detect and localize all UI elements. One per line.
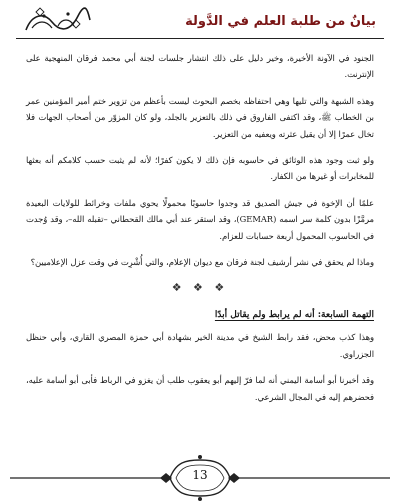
page-header <box>16 6 384 36</box>
paragraph: وهذه الشبهة والتي تليها وهي احتفاظه بخصم البحوث ليست بأعظم من تزوير ختم أمير المؤمنين عمر بن الخطاب ﷺ، وقد اكتفى الفاروق في ذلك بالتعزير بالجلد، ولو كان المزوّر من أصحاب الجهات فلا تخال عمرًا إلا أن يقيل عثرته ويعفيه من التعزير. <box>26 95 374 139</box>
header-title: بيانٌ من طلبة العلم في الدَّولة <box>185 14 376 29</box>
paragraph: ولو ثبت وجود هذه الوثائق في حاسوبه فإن ذلك لا يكون كفرًا؛ لأنه لم يثبت حسب كلامكم أنه بعثها للمخابرات أو غيرها من الكفار. <box>26 155 374 182</box>
paragraph: وهذا كذب محض، فقد رابط الشيخ في مدينة الخير بشهادة أبي حمزة المصري القاري، وأبي حنظل الجزراوي. <box>26 332 374 359</box>
section-separator: ❖ ❖ ❖ <box>171 281 229 295</box>
paragraph: وماذا لم يحقق في نشر أرشيف لجنة فرقان مع ديوان الإعلام، والتي أُشْرِت في وقت عزل الإعلاميين؟ <box>30 257 374 268</box>
paragraph: علمًا أن الإخوة في جيش الصديق قد وجدوا حاسوبًا محمولًا يحوي ملفات وخرائط للولايات البعيدة مرمَّزًا بدون كلمة سر اسمه (GEMAR)، وقد استقر عند أبي مالك القحطاني –تقبله الله–، وقد وُجدت في الحاسوب المحمول أربعة حسابات للعزام. <box>26 197 375 241</box>
section-heading: التهمة السابعة: أنه لم يرابط ولم يقاتل أبدًا <box>214 309 374 320</box>
calligraphy-ornament-icon <box>22 6 92 36</box>
page-number: 13 <box>192 468 208 482</box>
page-content <box>26 50 374 405</box>
header-divider <box>16 38 384 39</box>
paragraph: وقد أخبرنا أبو أسامة اليمني أنه لما فرّ إليهم أبو يعقوب طلب أن يغزو في الرباط فأبى أبو أسامة عليه، فحضرهم إليه في المجال الشرعي. <box>26 375 374 402</box>
paragraph: الجنود في الآونة الأخيرة، وخير دليل على ذلك انتشار جلسات لجنة أبي محمد فرقان المنهجية على الإنترنت. <box>26 53 374 80</box>
